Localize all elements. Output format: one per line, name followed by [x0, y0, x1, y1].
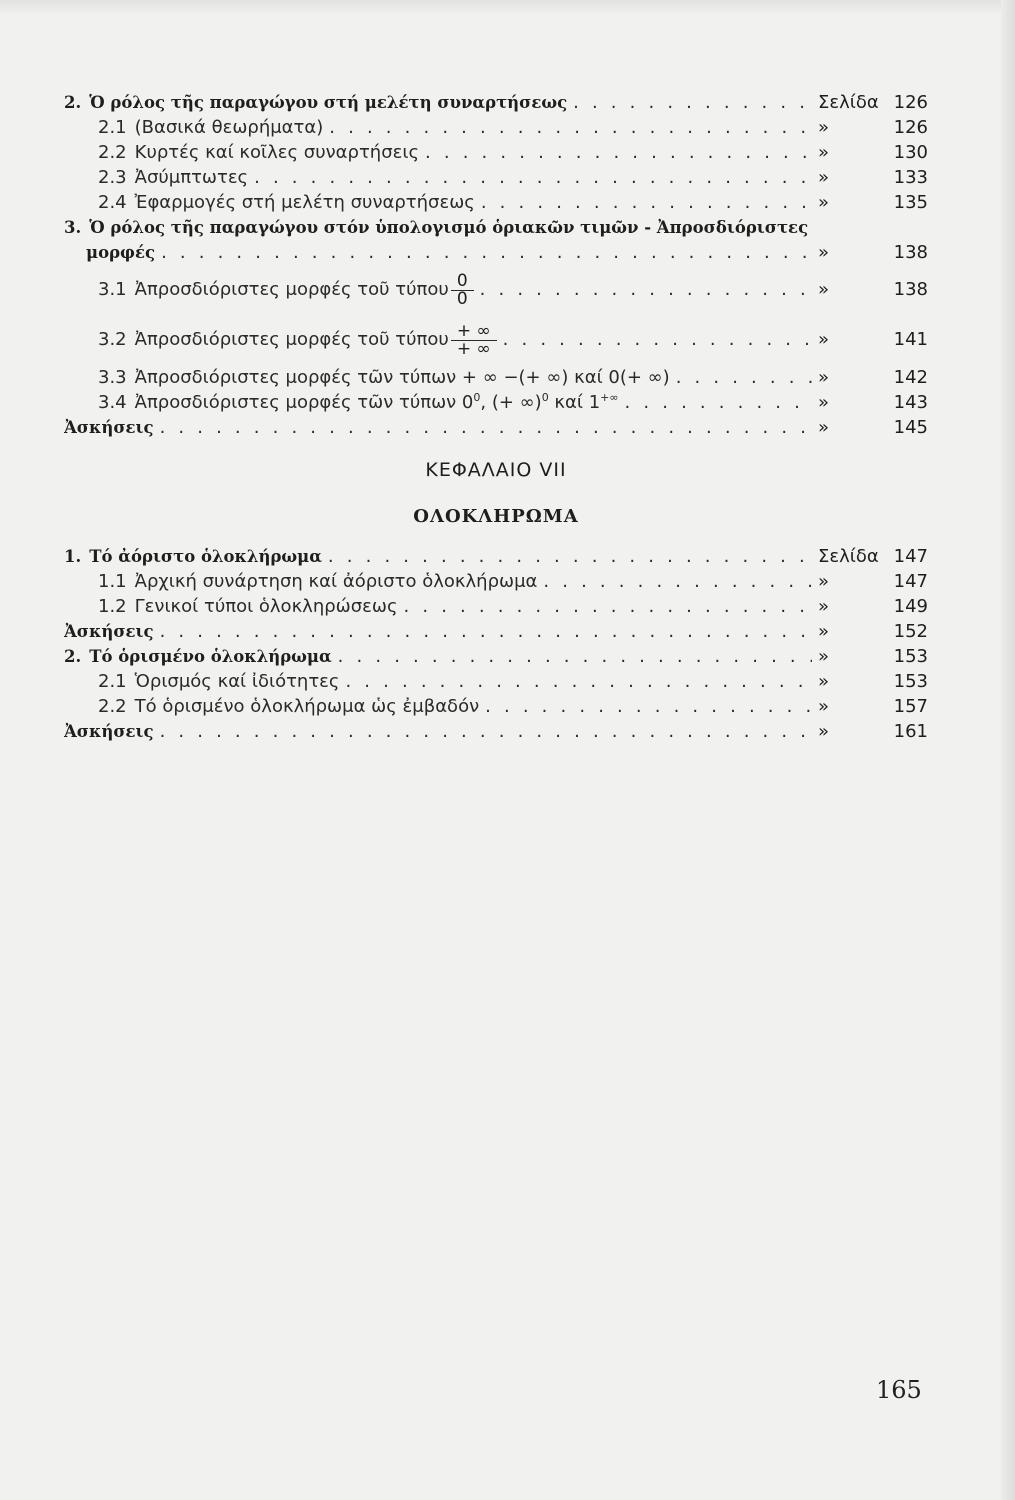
fraction-denominator: 0 — [456, 288, 468, 309]
page-ref: 130 — [893, 142, 928, 163]
toc-entry-2[interactable] — [64, 90, 928, 115]
leader-dots — [248, 165, 812, 190]
page-ref: 147 — [893, 546, 928, 567]
toc-entry-3-1[interactable] — [64, 265, 928, 315]
ditto-mark: » — [818, 392, 830, 413]
entry-title: Τό ὁρισμένο ὁλοκλήρωμα — [89, 647, 332, 666]
entry-title: Γενικοί τύποι ὁλοκληρώσεως — [134, 596, 398, 617]
page-ref: 135 — [893, 192, 928, 213]
page-ref: 153 — [893, 646, 928, 667]
fraction-numerator: 0 — [451, 273, 474, 291]
ditto-mark: » — [818, 671, 830, 692]
entry-title-line1: Ὁ ρόλος τῆς παραγώγου στόν ὑπολογισμό ὁριακῶν τιμῶν - Ἀπροσδιόριστες — [89, 218, 809, 237]
page-ref: 126 — [893, 92, 928, 113]
toc-entry-3-continued[interactable] — [64, 240, 928, 265]
entry-title: Ἀπροσδιόριστες μορφές τοῦ τύπου — [134, 329, 449, 350]
title-part: , (+ ∞) — [480, 392, 542, 413]
leader-dots — [479, 694, 812, 719]
toc-entry-1-2[interactable] — [64, 594, 928, 619]
entry-title: Ἀσύμπτωτες — [134, 167, 249, 188]
page-ref: 141 — [893, 329, 928, 350]
entry-title-line2: μορφές — [86, 243, 156, 262]
entry-title: Ἐφαρμογές στή μελέτη συναρτήσεως — [134, 192, 475, 213]
entry-number: 1.2 — [98, 596, 127, 617]
ditto-mark: » — [818, 117, 830, 138]
page-ref: 138 — [893, 279, 928, 300]
entry-title: Ἀπροσδιόριστες μορφές τοῦ τύπου — [134, 279, 449, 300]
entry-title: Ἀπροσδιόριστες μορφές τῶν τύπων + ∞ −(+ ∞) καί 0(+ ∞) — [134, 367, 670, 388]
leader-dots — [567, 90, 812, 115]
entry-title: Κυρτές καί κοῖλες συναρτήσεις — [134, 142, 420, 163]
entry-number: 2. — [64, 93, 82, 112]
fraction-denominator: + ∞ — [456, 338, 491, 359]
entry-title: Ὁ ρόλος τῆς παραγώγου στή μελέτη συναρτήσεως — [89, 93, 568, 112]
entry-title: Ἀρχική συνάρτηση καί ἀόριστο ὁλοκλήρωμα — [134, 571, 538, 592]
page-label: Σελίδα — [818, 92, 879, 113]
entry-number: 2.2 — [98, 142, 127, 163]
page-ref: 145 — [893, 417, 928, 438]
leader-dots — [419, 140, 812, 165]
entry-title: Τό ἀόριστο ὁλοκλήρωμα — [89, 547, 322, 566]
entry-number: 1.1 — [98, 571, 127, 592]
page-ref: 142 — [893, 367, 928, 388]
leader-dots — [155, 240, 812, 265]
chapter-heading: ΚΕΦΑΛΑΙΟ VII — [425, 459, 567, 481]
toc-entry-2-2-integral[interactable] — [64, 694, 928, 719]
toc-entry-2-integral[interactable] — [64, 644, 928, 669]
page-ref: 138 — [893, 242, 928, 263]
ditto-mark: » — [818, 696, 830, 717]
fraction-numerator: + ∞ — [451, 323, 497, 341]
entry-number: 3.3 — [98, 367, 127, 388]
title-part: Ἀπροσδιόριστες μορφές τῶν τύπων 0 — [134, 392, 474, 413]
ditto-mark: » — [818, 367, 830, 388]
ditto-mark: » — [818, 721, 830, 742]
page-shadow-top — [0, 0, 1015, 16]
ditto-mark: » — [818, 621, 830, 642]
entry-number: 2.1 — [98, 117, 127, 138]
leader-dots — [497, 315, 812, 365]
leader-dots — [339, 669, 812, 694]
ditto-mark: » — [818, 646, 830, 667]
page-ref: 157 — [893, 696, 928, 717]
ditto-mark: » — [818, 417, 830, 438]
entry-number: 3.1 — [98, 279, 127, 300]
leader-dots — [322, 544, 812, 569]
toc-entry-exercises[interactable] — [64, 719, 928, 744]
page-number: 165 — [876, 1376, 922, 1404]
page-edge — [1001, 0, 1015, 1500]
toc-entry-3-3[interactable] — [64, 365, 928, 390]
ditto-mark: » — [818, 279, 830, 300]
toc-entry-2-1[interactable] — [64, 115, 928, 140]
leader-dots — [154, 619, 812, 644]
ditto-mark: » — [818, 571, 830, 592]
page-ref: 126 — [893, 117, 928, 138]
toc-entry-1[interactable] — [64, 544, 928, 569]
entry-title: (Βασικά θεωρήματα) — [134, 117, 324, 138]
entry-title: Τό ὁρισμένο ὁλοκλήρωμα ὡς ἐμβαδόν — [134, 696, 480, 717]
entry-title: Ὁρισμός καί ἰδιότητες — [134, 671, 340, 692]
leader-dots — [475, 190, 812, 215]
leader-dots — [670, 365, 812, 390]
toc-entry-2-4[interactable] — [64, 190, 928, 215]
page-ref: 149 — [893, 596, 928, 617]
page-ref: 133 — [893, 167, 928, 188]
toc-entry-exercises[interactable] — [64, 619, 928, 644]
superscript: 0 — [541, 391, 549, 404]
fraction — [451, 270, 474, 309]
leader-dots — [332, 644, 812, 669]
leader-dots — [323, 115, 812, 140]
toc-entry-2-3[interactable] — [64, 165, 928, 190]
page-ref: 161 — [893, 721, 928, 742]
leader-dots — [474, 265, 812, 315]
title-part: καί 1 — [548, 392, 601, 413]
toc-entry-3-4[interactable] — [64, 390, 928, 415]
entry-number: 3.2 — [98, 329, 127, 350]
entry-number: 3.4 — [98, 392, 127, 413]
page-ref: 152 — [893, 621, 928, 642]
entry-title: Ἀσκήσεις — [64, 722, 154, 741]
ditto-mark: » — [818, 329, 830, 350]
leader-dots — [154, 415, 812, 440]
leader-dots — [619, 390, 812, 415]
ditto-mark: » — [818, 167, 830, 188]
superscript: 0 — [473, 391, 481, 404]
entry-title: Ἀσκήσεις — [64, 622, 154, 641]
ditto-mark: » — [818, 142, 830, 163]
ditto-mark: » — [818, 242, 830, 263]
toc-entry-2-1-integral[interactable] — [64, 669, 928, 694]
ditto-mark: » — [818, 192, 830, 213]
entry-number: 2.1 — [98, 671, 127, 692]
toc-entry-exercises[interactable] — [64, 415, 928, 440]
superscript: +∞ — [600, 391, 619, 404]
page-ref: 153 — [893, 671, 928, 692]
toc-entry-1-1[interactable] — [64, 569, 928, 594]
entry-title — [135, 390, 619, 415]
toc-entry-2-2[interactable] — [64, 140, 928, 165]
entry-number: 1. — [64, 547, 82, 566]
entry-number: 2.2 — [98, 696, 127, 717]
leader-dots — [537, 569, 812, 594]
entry-number: 2.4 — [98, 192, 127, 213]
entry-number: 2.3 — [98, 167, 127, 188]
leader-dots — [398, 594, 812, 619]
entry-number: 3. — [64, 218, 82, 237]
toc-entry-3-2[interactable] — [64, 315, 928, 365]
chapter-title: ΟΛΟΚΛΗΡΩΜΑ — [413, 506, 579, 527]
toc-entry-3[interactable] — [64, 215, 928, 240]
fraction — [451, 320, 497, 359]
entry-number: 2. — [64, 647, 82, 666]
page-label: Σελίδα — [818, 546, 879, 567]
page-ref: 147 — [893, 571, 928, 592]
leader-dots — [154, 719, 812, 744]
table-of-contents — [64, 90, 928, 744]
page-ref: 143 — [893, 392, 928, 413]
ditto-mark: » — [818, 596, 830, 617]
entry-title: Ἀσκήσεις — [64, 418, 154, 437]
